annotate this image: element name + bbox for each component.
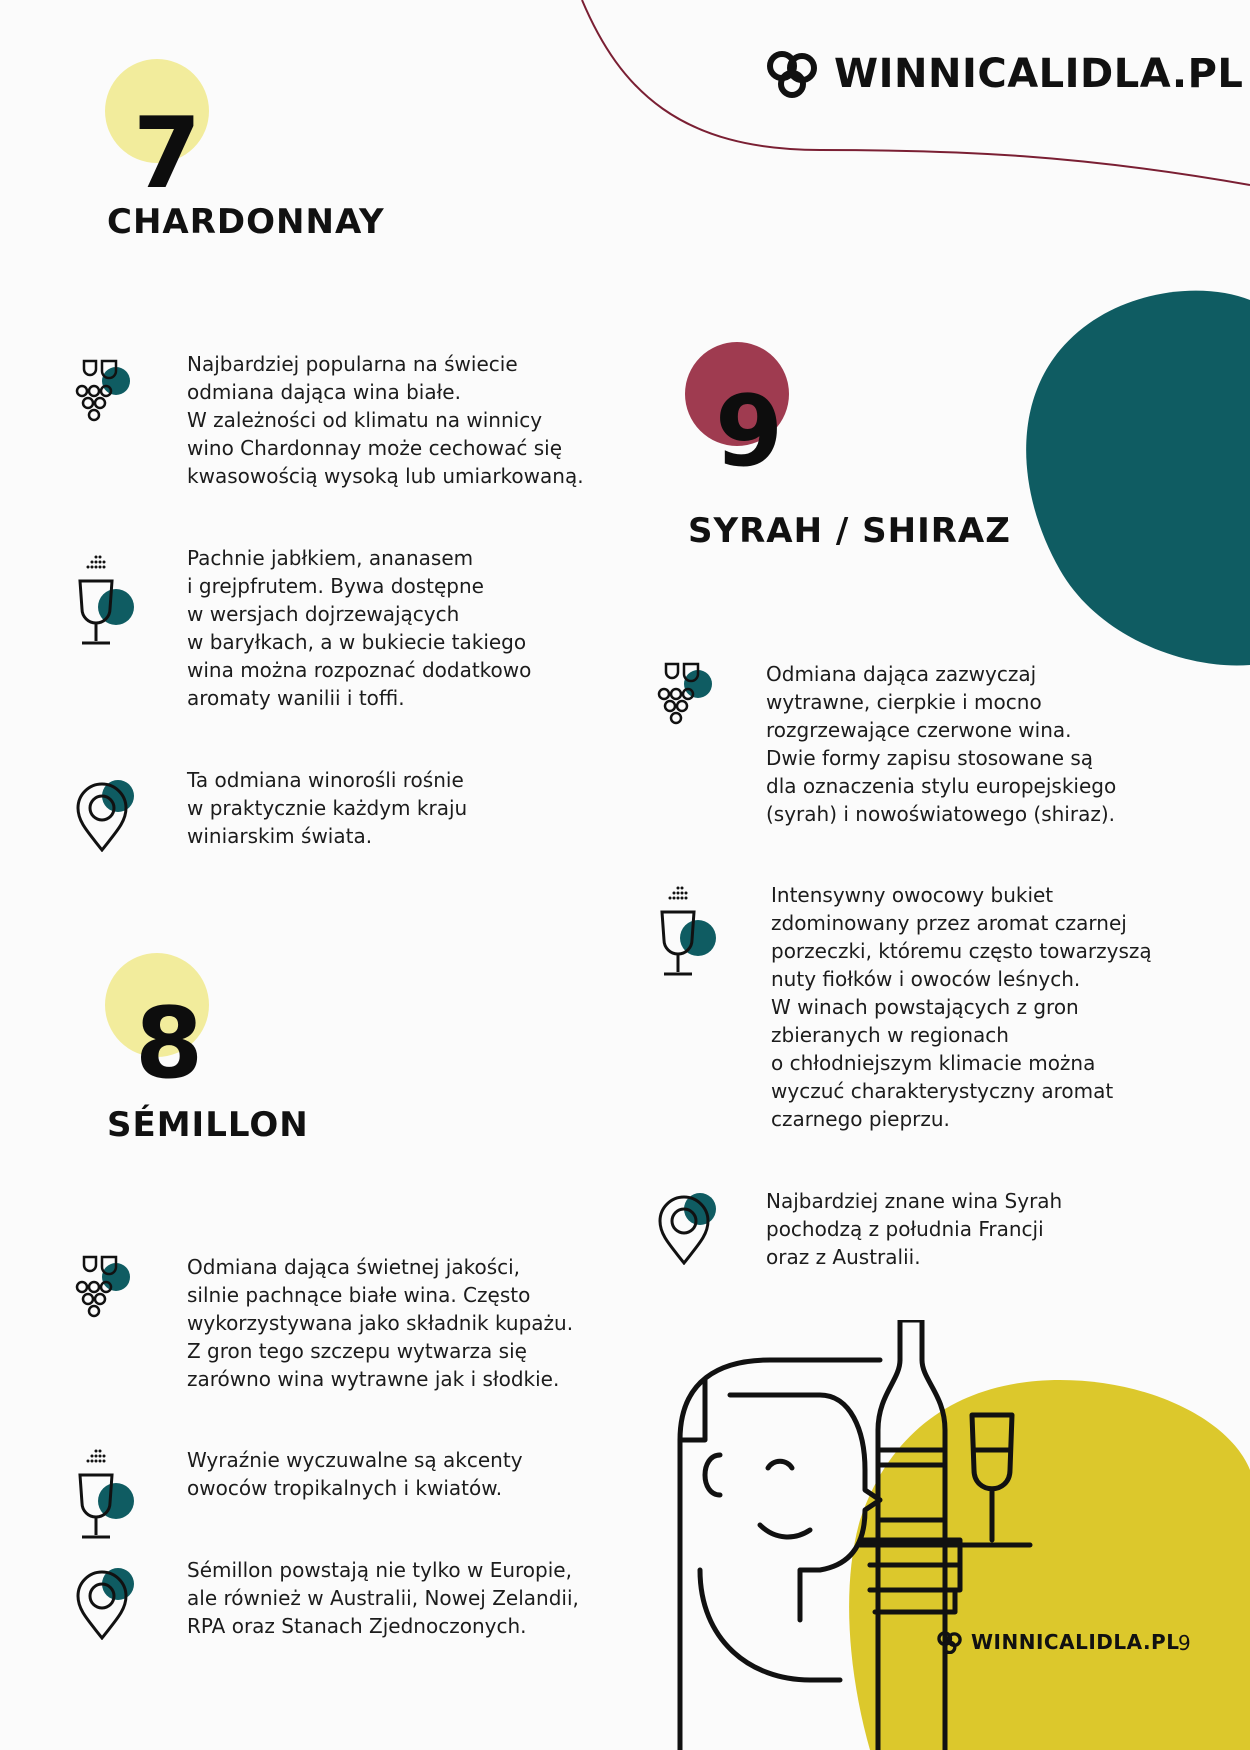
text-line: aromaty wanilii i toffi. bbox=[187, 686, 405, 710]
semillon-paragraph-3 bbox=[187, 1556, 579, 1640]
syrah-paragraph-3 bbox=[766, 1187, 1062, 1271]
grape-icon bbox=[74, 357, 140, 431]
text-line: oraz z Australii. bbox=[766, 1245, 921, 1269]
semillon-paragraph-1 bbox=[187, 1253, 573, 1393]
wine-glass-icon bbox=[74, 553, 140, 649]
footer-brand-logo[interactable] bbox=[937, 1630, 1179, 1654]
text-line: czarnego pieprzu. bbox=[771, 1107, 950, 1131]
brand-logo[interactable] bbox=[766, 50, 1243, 98]
semillon-paragraph-2 bbox=[187, 1446, 523, 1502]
section-title-semillon: SÉMILLON bbox=[107, 1105, 309, 1145]
chardonnay-paragraph-1 bbox=[187, 350, 584, 490]
footer-brand-name: WINNICALIDLA.PL bbox=[971, 1630, 1180, 1654]
text-line: wyczuć charakterystyczny aromat bbox=[771, 1079, 1114, 1103]
text-line: Intensywny owocowy bukiet bbox=[771, 883, 1054, 907]
chardonnay-paragraph-3 bbox=[187, 766, 467, 850]
text-line: zdominowany przez aromat czarnej bbox=[771, 911, 1127, 935]
teal-blob bbox=[1026, 291, 1250, 666]
text-line: winiarskim świata. bbox=[187, 824, 373, 848]
chardonnay-paragraph-2 bbox=[187, 544, 531, 712]
waiter-illustration bbox=[660, 1320, 1060, 1750]
text-line: w wersjach dojrzewających bbox=[187, 602, 460, 626]
text-line: Odmiana dająca zazwyczaj bbox=[766, 662, 1037, 686]
grape-icon bbox=[656, 660, 722, 734]
text-line: Z gron tego szczepu wytwarza się bbox=[187, 1339, 527, 1363]
location-pin-icon bbox=[74, 1564, 140, 1640]
text-line: Wyraźnie wyczuwalne są akcenty bbox=[187, 1448, 523, 1472]
syrah-paragraph-2 bbox=[771, 881, 1152, 1133]
text-line: Odmiana dająca świetnej jakości, bbox=[187, 1255, 521, 1279]
text-line: wytrawne, cierpkie i mocno bbox=[766, 690, 1042, 714]
grape-logo-icon bbox=[937, 1631, 963, 1654]
section-number-9: 9 bbox=[715, 375, 784, 489]
text-line: wina można rozpoznać dodatkowo bbox=[187, 658, 532, 682]
text-line: o chłodniejszym klimacie można bbox=[771, 1051, 1096, 1075]
text-line: zarówno wina wytrawne jak i słodkie. bbox=[187, 1367, 560, 1391]
text-line: wykorzystywana jako składnik kupażu. bbox=[187, 1311, 574, 1335]
text-line: Ta odmiana winorośli rośnie bbox=[187, 768, 464, 792]
text-line: Pachnie jabłkiem, ananasem bbox=[187, 546, 474, 570]
location-pin-icon bbox=[656, 1189, 722, 1265]
text-line: Najbardziej znane wina Syrah bbox=[766, 1189, 1063, 1213]
text-line: dla oznaczenia stylu europejskiego bbox=[766, 774, 1117, 798]
section-number-7: 7 bbox=[133, 97, 202, 211]
text-line: RPA oraz Stanach Zjednoczonych. bbox=[187, 1614, 527, 1638]
wine-glass-icon bbox=[656, 884, 722, 980]
text-line: i grejpfrutem. Bywa dostępne bbox=[187, 574, 484, 598]
section-title-chardonnay: CHARDONNAY bbox=[107, 202, 385, 242]
text-line: owoców tropikalnych i kwiatów. bbox=[187, 1476, 503, 1500]
text-line: w baryłkach, a w bukiecie takiego bbox=[187, 630, 527, 654]
text-line: rozgrzewające czerwone wina. bbox=[766, 718, 1072, 742]
text-line: Dwie formy zapisu stosowane są bbox=[766, 746, 1094, 770]
text-line: silnie pachnące białe wina. Często bbox=[187, 1283, 531, 1307]
text-line: Najbardziej popularna na świecie bbox=[187, 352, 518, 376]
grape-icon bbox=[74, 1253, 140, 1327]
location-pin-icon bbox=[74, 776, 140, 852]
text-line: zbieranych w regionach bbox=[771, 1023, 1009, 1047]
text-line: kwasowością wysoką lub umiarkowaną. bbox=[187, 464, 584, 488]
text-line: wino Chardonnay może cechować się bbox=[187, 436, 563, 460]
brand-name: WINNICALIDLA.PL bbox=[834, 51, 1244, 97]
text-line: W winach powstających z gron bbox=[771, 995, 1079, 1019]
syrah-paragraph-1 bbox=[766, 660, 1116, 828]
text-line: (syrah) i nowoświatowego (shiraz). bbox=[766, 802, 1116, 826]
text-line: nuty fiołków i owoców leśnych. bbox=[771, 967, 1081, 991]
text-line: porzeczki, któremu często towarzyszą bbox=[771, 939, 1152, 963]
wine-glass-icon bbox=[74, 1447, 140, 1543]
text-line: Sémillon powstają nie tylko w Europie, bbox=[187, 1558, 572, 1582]
text-line: w praktycznie każdym kraju bbox=[187, 796, 468, 820]
section-number-8: 8 bbox=[135, 987, 204, 1101]
section-title-syrah: SYRAH / SHIRAZ bbox=[688, 511, 1011, 551]
text-line: ale również w Australii, Nowej Zelandii, bbox=[187, 1586, 579, 1610]
text-line: odmiana dająca wina białe. bbox=[187, 380, 461, 404]
page-number: 9 bbox=[1178, 1631, 1191, 1655]
text-line: pochodzą z południa Francji bbox=[766, 1217, 1044, 1241]
grape-logo-icon bbox=[766, 50, 820, 98]
text-line: W zależności od klimatu na winnicy bbox=[187, 408, 543, 432]
